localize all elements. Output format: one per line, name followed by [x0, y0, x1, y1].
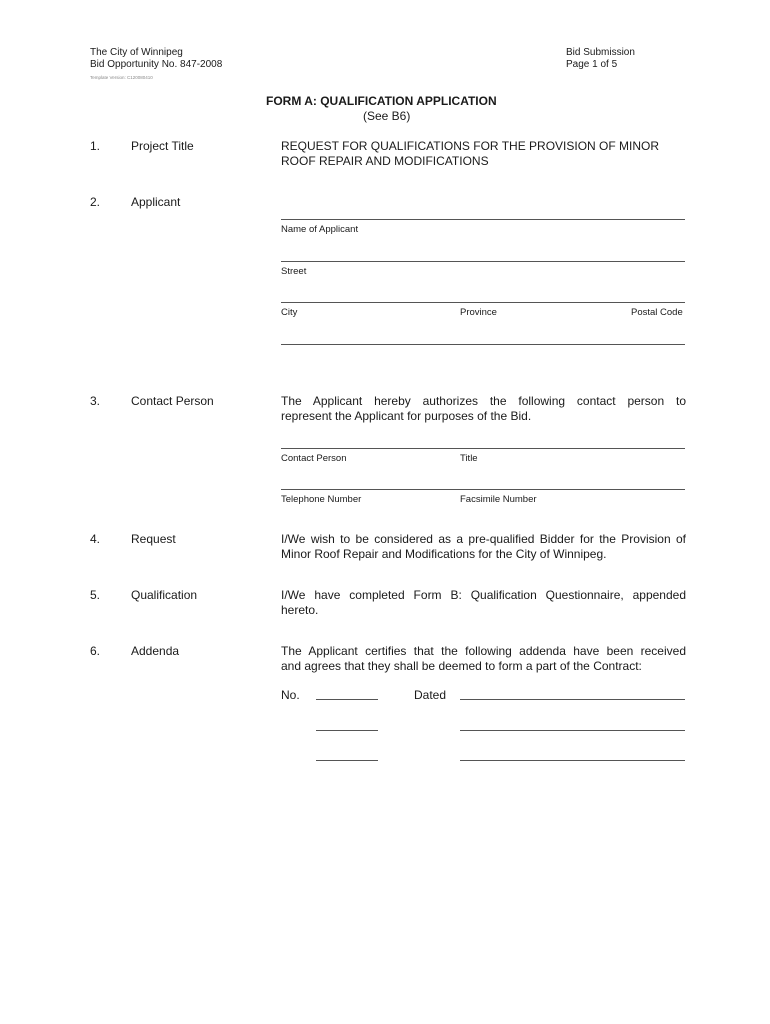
section-4-label: Request: [131, 532, 176, 546]
section-1-label: Project Title: [131, 139, 194, 153]
addendum-dated-label: Dated: [414, 688, 447, 702]
section-2-label: Applicant: [131, 195, 181, 209]
contact-title-label: Title: [460, 453, 478, 464]
section-5-label: Qualification: [131, 588, 198, 602]
addendum-number-field[interactable]: [316, 730, 378, 731]
applicant-name-label: Name of Applicant: [281, 224, 359, 235]
bid-opportunity-number: Bid Opportunity No. 847-2008: [90, 59, 223, 70]
qualification-text-line-1: I/We have completed Form B: Qualification Questionnaire, appended: [281, 588, 686, 602]
page-number: Page 1 of 5: [566, 59, 618, 70]
city-province-postal-field[interactable]: [281, 302, 685, 303]
issuer-name: The City of Winnipeg: [90, 47, 183, 58]
postal-code-label: Postal Code: [631, 307, 683, 318]
section-6-number: 6.: [90, 644, 101, 658]
form-title: FORM A: QUALIFICATION APPLICATION: [266, 94, 497, 108]
city-label: City: [281, 307, 298, 318]
project-title-line-2: ROOF REPAIR AND MODIFICATIONS: [281, 154, 489, 168]
bid-submission-label: Bid Submission: [566, 47, 635, 58]
project-title-line-1: REQUEST FOR QUALIFICATIONS FOR THE PROVISION OF MINOR: [281, 139, 660, 153]
contact-authorization-line-1: The Applicant hereby authorizes the following contact person to: [281, 394, 686, 408]
province-label: Province: [460, 307, 497, 318]
addendum-date-field[interactable]: [460, 730, 685, 731]
section-6-label: Addenda: [131, 644, 180, 658]
additional-address-field[interactable]: [281, 344, 685, 345]
addenda-text-line-1: The Applicant certifies that the following addenda have been received: [281, 644, 686, 658]
telephone-number-label: Telephone Number: [281, 494, 362, 505]
addenda-text-line-2: and agrees that they shall be deemed to form a part of the Contract:: [281, 659, 642, 673]
section-1-number: 1.: [90, 139, 101, 153]
contact-authorization-line-2: represent the Applicant for purposes of the Bid.: [281, 409, 532, 423]
qualification-text-line-2: hereto.: [281, 603, 319, 617]
addendum-number-field[interactable]: [316, 699, 378, 700]
form-subtitle: (See B6): [363, 109, 411, 123]
request-text-line-1: I/We wish to be considered as a pre-qualified Bidder for the Provision of: [281, 532, 686, 546]
contact-person-title-field[interactable]: [281, 448, 685, 449]
addendum-number-field[interactable]: [316, 760, 378, 761]
contact-person-label: Contact Person: [281, 453, 347, 464]
section-2-number: 2.: [90, 195, 101, 209]
request-text-line-2: Minor Roof Repair and Modifications for the City of Winnipeg.: [281, 547, 607, 561]
section-5-number: 5.: [90, 588, 101, 602]
applicant-name-field[interactable]: [281, 219, 685, 220]
template-version: Template Version: C120080410: [90, 75, 153, 80]
section-3-number: 3.: [90, 394, 101, 408]
addendum-no-label: No.: [281, 688, 300, 702]
facsimile-number-label: Facsimile Number: [460, 494, 537, 505]
telephone-fax-field[interactable]: [281, 489, 685, 490]
addendum-date-field[interactable]: [460, 699, 685, 700]
section-4-number: 4.: [90, 532, 101, 546]
section-3-label: Contact Person: [131, 394, 214, 408]
street-label: Street: [281, 266, 307, 277]
street-field[interactable]: [281, 261, 685, 262]
addendum-date-field[interactable]: [460, 760, 685, 761]
